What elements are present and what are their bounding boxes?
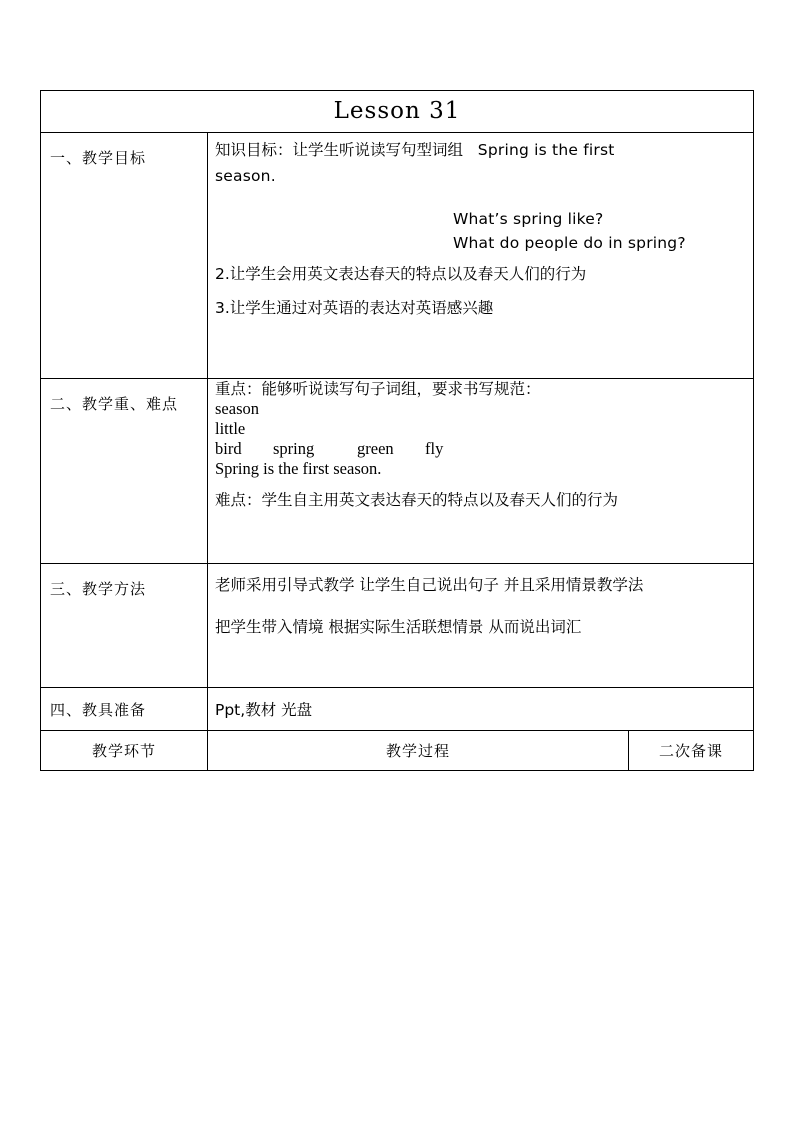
key-word-spring: spring (273, 439, 315, 458)
difficulty-text: 难点：学生自主用英文表达春天的特点以及春天人们的行为 (215, 491, 619, 509)
objective-line-2: season. (215, 167, 276, 185)
objectives-row (41, 133, 754, 379)
method-line-2: 把学生带入情境 根据实际生活联想情景 从而说出词汇 (215, 618, 582, 636)
tools-row (41, 688, 754, 731)
key-points-label: 二、教学重、难点 (41, 379, 208, 564)
method-label: 三、教学方法 (41, 564, 208, 688)
header-second-prep: 二次备课 (629, 731, 754, 771)
tools-label: 四、教具准备 (41, 688, 208, 731)
title-cell (41, 91, 754, 133)
key-word-little: little (215, 419, 246, 438)
method-line-1: 老师采用引导式教学 让学生自己说出句子 并且采用情景教学法 (215, 576, 644, 594)
key-point-intro: 重点：能够听说读写句子词组，要求书写规范： (215, 380, 541, 398)
key-word-row (215, 439, 747, 459)
objective-line-1 (215, 137, 747, 163)
lesson-title: Lesson 31 (333, 98, 461, 124)
process-header-row (41, 731, 754, 771)
objective-item-3: 3.让学生通过对英语的表达对英语感兴趣 (215, 299, 494, 317)
method-row (41, 564, 754, 688)
key-word-bird: bird (215, 439, 242, 458)
objective-item-2: 2.让学生会用英文表达春天的特点以及春天人们的行为 (215, 265, 587, 283)
method-content (208, 564, 754, 688)
objective-knowledge-cn: 知识目标：让学生听说读写句型词组 (215, 141, 464, 159)
key-word-season: season (215, 399, 259, 418)
lesson-plan-table (40, 90, 754, 771)
objective-question-2: What do people do in spring? (453, 234, 686, 252)
key-sentence: Spring is the first season. (215, 459, 382, 478)
header-process: 教学过程 (208, 731, 629, 771)
objective-sentence-en: Spring is the first (477, 141, 615, 159)
key-word-fly: fly (425, 439, 444, 458)
objectives-content (208, 133, 754, 379)
key-points-content (208, 379, 754, 564)
key-word-green: green (357, 439, 394, 458)
objective-question-1: What’s spring like? (453, 210, 604, 228)
key-points-row (41, 379, 754, 564)
tools-value: Ppt,教材 光盘 (208, 688, 754, 731)
header-stage: 教学环节 (41, 731, 208, 771)
objectives-label: 一、教学目标 (41, 133, 208, 379)
